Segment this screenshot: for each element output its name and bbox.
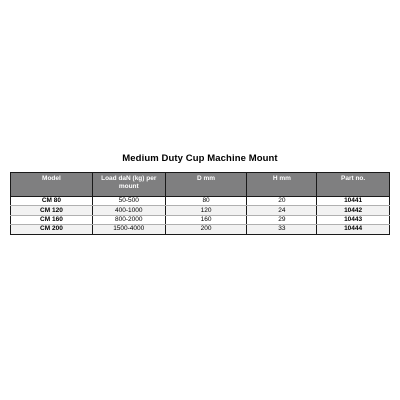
table-row	[11, 225, 390, 234]
cell-d-mm: 120	[165, 206, 247, 215]
cell-d-mm: 80	[165, 197, 247, 206]
cell-model: CM 120	[11, 206, 93, 215]
cell-load: 50-500	[92, 197, 165, 206]
column-header-d-mm: D mm	[165, 173, 247, 197]
cell-h-mm: 20	[247, 197, 317, 206]
cell-model: CM 160	[11, 215, 93, 224]
table-row	[11, 197, 390, 206]
cell-d-mm: 200	[165, 225, 247, 234]
table-row	[11, 215, 390, 224]
table-header-row	[11, 173, 390, 197]
table-row	[11, 206, 390, 215]
cell-load: 1500-4000	[92, 225, 165, 234]
cell-part-no: 10442	[317, 206, 390, 215]
cell-model: CM 80	[11, 197, 93, 206]
cell-part-no: 10441	[317, 197, 390, 206]
spec-table	[10, 172, 390, 235]
cell-model: CM 200	[11, 225, 93, 234]
cell-load: 800-2000	[92, 215, 165, 224]
column-header-h-mm: H mm	[247, 173, 317, 197]
cell-part-no: 10443	[317, 215, 390, 224]
page-title: Medium Duty Cup Machine Mount	[122, 153, 278, 164]
cell-h-mm: 29	[247, 215, 317, 224]
column-header-load: Load daN (kg) per mount	[92, 173, 165, 197]
column-header-part-no: Part no.	[317, 173, 390, 197]
cell-h-mm: 24	[247, 206, 317, 215]
cell-part-no: 10444	[317, 225, 390, 234]
cell-load: 400-1000	[92, 206, 165, 215]
column-header-model: Model	[11, 173, 93, 197]
cell-d-mm: 160	[165, 215, 247, 224]
cell-h-mm: 33	[247, 225, 317, 234]
